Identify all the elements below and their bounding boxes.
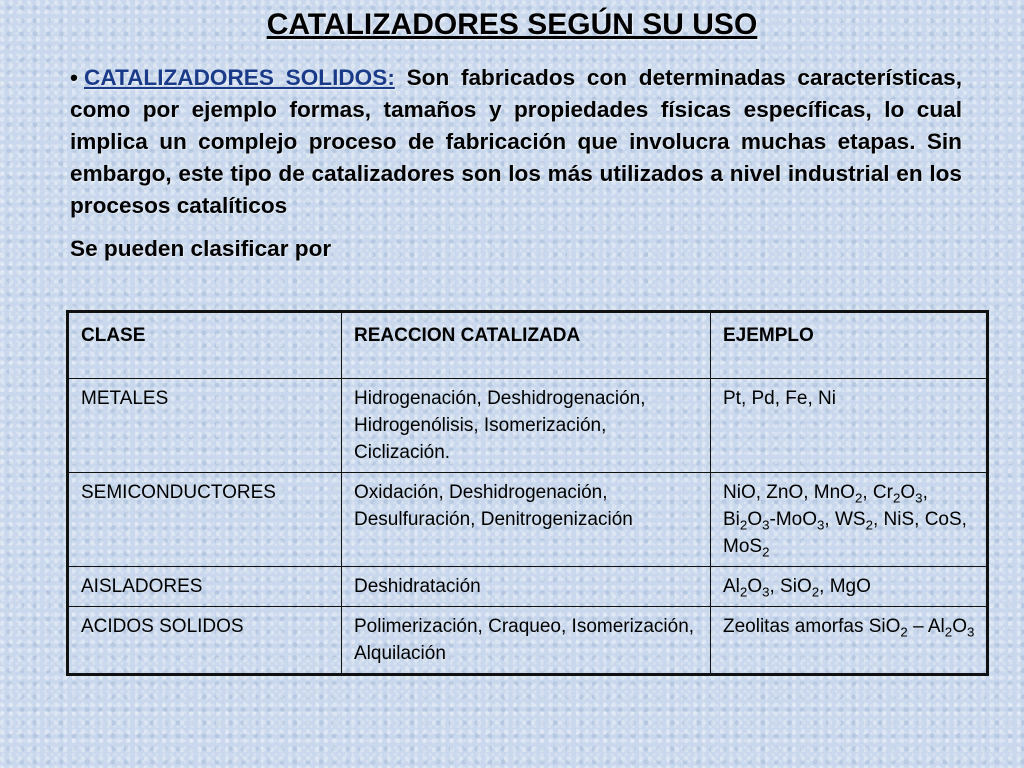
catalyst-table	[66, 310, 989, 676]
classify-text: Se pueden clasificar por	[70, 236, 332, 261]
cell-clase: METALES	[68, 379, 342, 473]
table-row	[68, 379, 988, 473]
cell-reaccion: Hidrogenación, Deshidrogenación, Hidrogenólisis, Isomerización, Ciclización.	[342, 379, 711, 473]
bullet-paragraph	[70, 62, 962, 222]
bullet-text: Son fabricados con determinadas características, como por ejemplo formas, tamaños y propiedades físicas específicas, lo cual implica un complejo proceso de fabricación que involucra muchas etapas. Sin embargo, este tipo de catalizadores son los más utilizados a nivel industrial en los procesos catalíticos	[70, 65, 962, 218]
cell-ejemplo: Pt, Pd, Fe, Ni	[711, 379, 988, 473]
cell-reaccion: Deshidratación	[342, 567, 711, 607]
header-ejemplo: EJEMPLO	[711, 312, 988, 379]
header-clase: CLASE	[68, 312, 342, 379]
bullet-marker: •	[70, 65, 78, 90]
table-row	[68, 567, 988, 607]
table-row	[68, 473, 988, 567]
cell-clase: AISLADORES	[68, 567, 342, 607]
cell-reaccion: Polimerización, Craqueo, Isomerización, Alquilación	[342, 607, 711, 675]
table-header-row	[68, 312, 988, 379]
cell-reaccion: Oxidación, Deshidrogenación, Desulfuración, Denitrogenización	[342, 473, 711, 567]
cell-clase: ACIDOS SOLIDOS	[68, 607, 342, 675]
cell-ejemplo: NiO, ZnO, MnO$_2$, $Cr_2O_3$, $Bi_2O_3-MoO_3$, $WS_2$, NiS, CoS, MoS$_2$	[711, 473, 988, 567]
bullet-lead: CATALIZADORES SOLIDOS:	[84, 65, 395, 90]
table-row	[68, 607, 988, 675]
header-reaccion: REACCION CATALIZADA	[342, 312, 711, 379]
cell-clase: SEMICONDUCTORES	[68, 473, 342, 567]
slide-title: CATALIZADORES SEGÚN SU USO	[266, 8, 758, 41]
cell-ejemplo: $Al_2O_3$, SiO$_2$, MgO	[711, 567, 988, 607]
cell-ejemplo: Zeolitas amorfas $SiO_2 - Al_2O_3$	[711, 607, 988, 675]
